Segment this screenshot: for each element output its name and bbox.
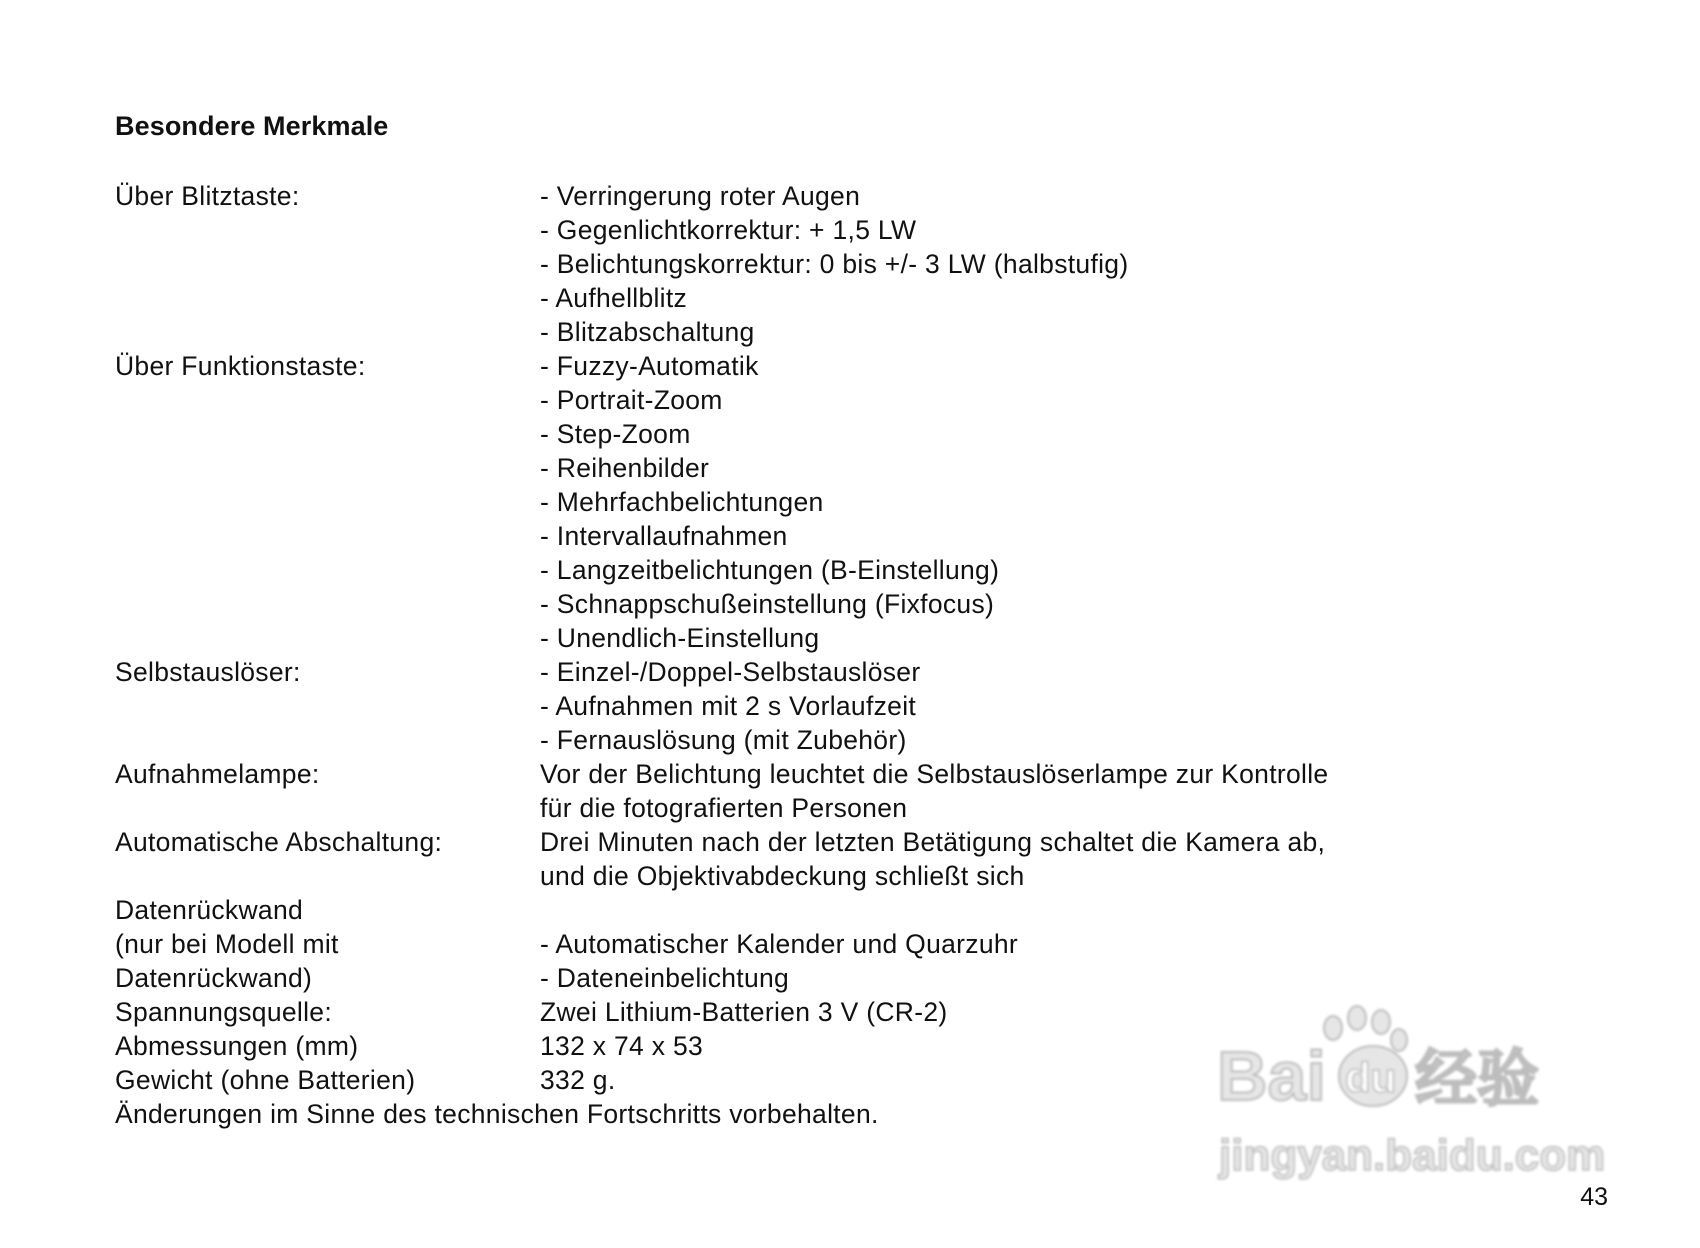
watermark-url: jingyan.baidu.com (1219, 1131, 1606, 1180)
page-number: 43 (1580, 1183, 1608, 1211)
watermark-brand-cn: 经验 (1415, 1042, 1540, 1115)
spec-value: - Einzel-/Doppel-Selbstauslöser (540, 657, 921, 687)
spec-values (540, 655, 1415, 757)
baidu-jingyan-watermark (1215, 1000, 1635, 1200)
spec-label: Selbstauslöser: (115, 657, 301, 687)
spec-value: - Schnappschußeinstellung (Fixfocus) (540, 589, 995, 619)
spec-value: - Intervallaufnahmen (540, 521, 788, 551)
paw-logo-icon (1324, 1006, 1407, 1051)
spec-values (540, 179, 1415, 349)
spec-value: und die Objektivabdeckung schließt sich (540, 861, 1025, 891)
spec-label: Über Blitztaste: (115, 181, 300, 211)
spec-values (540, 757, 1415, 825)
spec-value: - Aufnahmen mit 2 s Vorlaufzeit (540, 691, 917, 721)
spec-value: - Langzeitbelichtungen (B-Einstellung) (540, 555, 1000, 585)
watermark-brand-du: du (1345, 1054, 1397, 1101)
spec-value: Drei Minuten nach der letzten Betätigung schaltet die Kamera ab, (540, 827, 1326, 857)
watermark-brand-left: Bai (1217, 1037, 1326, 1115)
spec-value: Zwei Lithium-Batterien 3 V (CR-2) (540, 997, 948, 1027)
spec-label-line: Datenrückwand) (115, 963, 313, 993)
spec-value: - Aufhellblitz (540, 283, 688, 313)
section-heading: Besondere Merkmale (115, 111, 389, 141)
spec-value: - Verringerung roter Augen (540, 181, 861, 211)
spec-value: - Blitzabschaltung (540, 317, 755, 347)
spec-value: - Automatischer Kalender und Quarzuhr (540, 929, 1019, 959)
spec-values (540, 825, 1415, 893)
spec-value: - Unendlich-Einstellung (540, 623, 820, 653)
spacer-line (540, 893, 1415, 927)
spec-label: Aufnahmelampe: (115, 759, 320, 789)
spec-row-self-timer (115, 655, 1415, 757)
spec-value: 132 x 74 x 53 (540, 1031, 704, 1061)
spec-row-data-back (115, 893, 1415, 995)
spec-row-auto-shutoff (115, 825, 1415, 893)
spec-value: für die fotografierten Personen (540, 793, 908, 823)
spec-label: Automatische Abschaltung: (115, 827, 443, 857)
spec-label: Über Funktionstaste: (115, 351, 366, 381)
spec-value: - Belichtungskorrektur: 0 bis +/- 3 LW (halbstufig) (540, 249, 1129, 279)
spec-label-line: Datenrückwand (115, 895, 304, 925)
spec-value: - Fernauslösung (mit Zubehör) (540, 725, 907, 755)
spec-value: - Portrait-Zoom (540, 385, 723, 415)
spec-label-line: (nur bei Modell mit (115, 929, 339, 959)
spec-value: - Step-Zoom (540, 419, 691, 449)
spec-value: - Mehrfachbelichtungen (540, 487, 824, 517)
spec-value: - Dateneinbelichtung (540, 963, 790, 993)
spec-label: Abmessungen (mm) (115, 1031, 359, 1061)
spec-values (540, 893, 1415, 995)
spec-value: 332 g. (540, 1065, 616, 1095)
spec-row-flash-button (115, 179, 1415, 349)
spec-values (540, 349, 1415, 655)
spec-value: - Gegenlichtkorrektur: + 1,5 LW (540, 215, 917, 245)
spec-label: Gewicht (ohne Batterien) (115, 1065, 416, 1095)
spec-value: - Reihenbilder (540, 453, 710, 483)
spec-label: Spannungsquelle: (115, 997, 332, 1027)
spec-row-recording-lamp (115, 757, 1415, 825)
spec-value: - Fuzzy-Automatik (540, 351, 759, 381)
spec-value: Vor der Belichtung leuchtet die Selbstauslöserlampe zur Kontrolle (540, 759, 1329, 789)
spec-list (115, 179, 1415, 1131)
footnote: Änderungen im Sinne des technischen Fortschritts vorbehalten. (115, 1099, 879, 1129)
spec-label (115, 893, 540, 995)
spec-row-function-button (115, 349, 1415, 655)
